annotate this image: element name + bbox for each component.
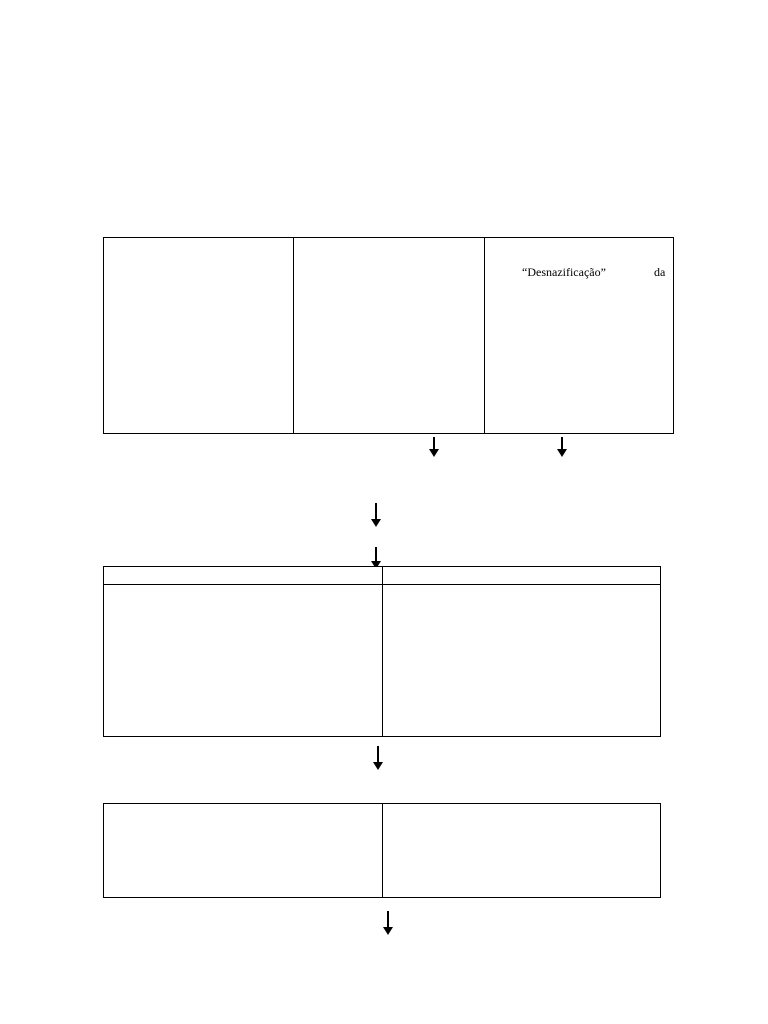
arrow-down-icon xyxy=(373,746,383,770)
arrow-down-icon xyxy=(383,911,393,935)
top-box-cell-3-word-2: da xyxy=(654,265,666,279)
bottom-box-column-divider xyxy=(382,803,383,898)
top-box-cell-3-word-1: “Desnazificação” xyxy=(522,265,606,279)
top-box-divider-1 xyxy=(293,237,294,434)
arrow-down-icon xyxy=(429,437,439,457)
arrow-down-icon xyxy=(371,503,381,527)
arrow-down-icon xyxy=(557,437,567,457)
top-box-divider-2 xyxy=(484,237,485,434)
middle-box-column-divider xyxy=(382,566,383,737)
